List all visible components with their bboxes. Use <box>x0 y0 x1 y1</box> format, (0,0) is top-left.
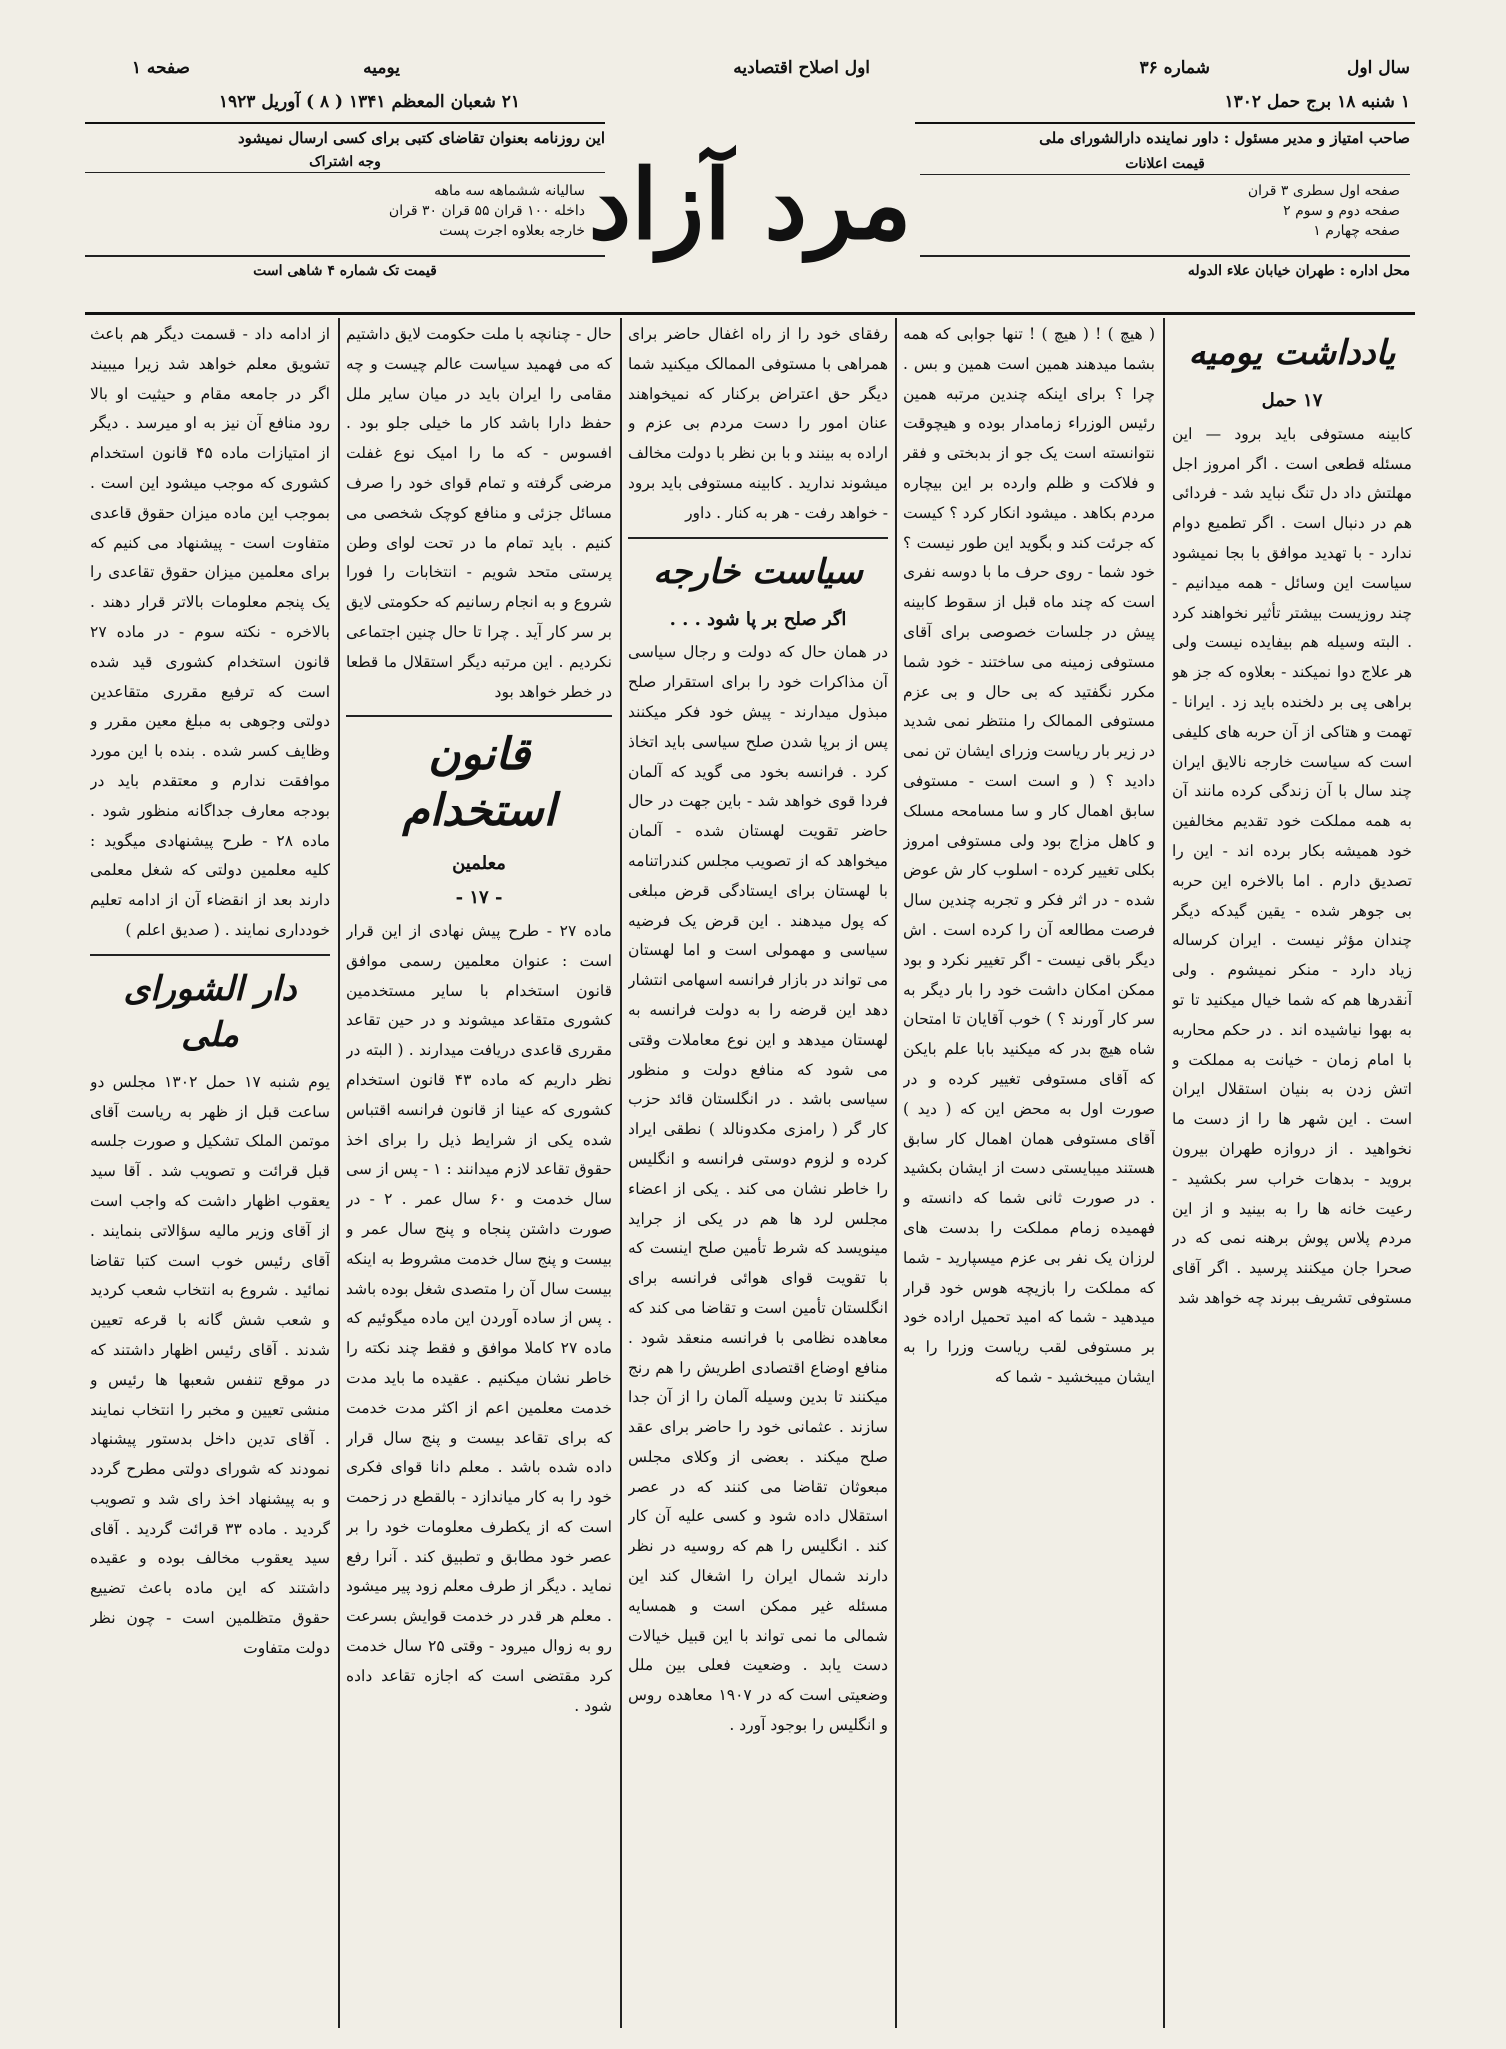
section-divider-2 <box>346 715 612 717</box>
foreign-policy-ending: حال - چنانچه با ملت حکومت لایق داشتیم که می فهمید سیاست عالم چیست و چه مقامی را ایران باید در میان سایر ملل حفظ دارا باشد کار ما خیلی جلو بود . افسوس - که ما را امیک نوع غفلت مرضی گرفته و تمام قوای خود را صرف مسائل جزئی و منافع کوچک شخصی می کنیم . باید تمام ما در تحت لوای وطن پرستی متحد شویم - انتخابات را فورا شروع و به انجام رسانیم که حکومتی لایق بر سر کار آید . چرا تا حال چنین اجتماعی نکردیم . این مرتبه دیگر استقلال ما قطعا در خطر خواهد بود <box>346 325 612 701</box>
issue-number: شماره ۳۶ <box>1139 58 1210 78</box>
frequency-label: یومیه <box>363 58 400 78</box>
foreign-policy-heading: سیاست خارجه <box>653 551 863 592</box>
ads-heading: قیمت اعلانات <box>920 154 1410 175</box>
foreign-policy-body: در همان حال که دولت و رجال سیاسی آن مذاکرات خود را برای استقرار صلح مبذول میدارند - پیش خود فکر میکنند پس از برپا شدن صلح سیاسی باید اتخاذ کرد . فرانسه بخود می گوید که آلمان فردا قوی خواهد شد - باین جهت در حال حاضر تقویت لهستان شده - آلمان میخواهد که از تصویب مجلس کندراتنامه با لهستان برای ایستادگی قرض مبلغی که پول میدهند . این قرض یک فرضیه سیاسی و مهمولی است و اما لهستان می تواند در بازار فرانسه اسهامی انتشار دهد این قرضه را به دولت فرانسه به لهستان میدهد و این نوع معاملات وقتی می شود که منافع دولت و منظور سیاسی باشد . در انگلستان قائد حزب کار گر ( رامزی مکدونالد ) نطقی ایراد کرده و لزوم دوستی فرانسه و انگلیس را خاطر نشان می کند . یکی از اعضاء مجلس لرد ها هم در یکی از جراید مینویسد که شرط تأمین صلح اینست که با تقویت قوای هوائی فرانسه برای انگلستان تأمین است و تقاضا می کند که معاهده نظامی با فرانسه منعقد شود . منافع اوضاع اقتصادی اطریش را هم رنج میکنند تا بدین وسیله آلمان را از آن جدا سازند . عثمانی خود را حاضر برای عقد صلح میکند . بعضی از وکلای مجلس مبعوثان تقاضا می کنند که در عصر استقلال داده شود و کسی علیه آن کار کند . انگلیس را هم که روسیه در نظر دارند شمال ایران را اشغال کند این مسئله غیر ممکن است و همسایه شمالی ما نمی تواند با این قبیل خیالات دست یابد . وضعیت فعلی بین ملل وضعیتی است که در ۱۹۰۷ معاهده روس و انگلیس را بوجود آورد . <box>628 643 888 1735</box>
employment-law-heading: قانون استخدام <box>402 729 556 837</box>
ads-row-3: صفحه چهارم ۱ <box>1313 223 1400 239</box>
column-editorial-continued <box>903 320 1155 2020</box>
column-divider-4 <box>338 318 340 2028</box>
ads-row-1: صفحه اول سطری ۳ قران <box>1247 183 1400 199</box>
column-divider-3 <box>620 318 622 2028</box>
employment-law-number: - ۱۷ - <box>455 887 503 909</box>
employment-law-ending: از ادامه داد - قسمت دیگر هم باعث تشویق معلم خواهد شد زیرا میبیند اگر در جامعه مقام و حیثیت او بالا رود منافع آن نیز به او میرسد . دیگر از امتیازات ماده ۴۵ قانون استخدام کشوری که موجب میشود این است . بموجب این ماده میزان حقوق قاعدی متفاوت است - پیشنهاد می کنیم که برای معلمین میزان حقوق تقاعدی را یک پنجم معلومات بالاتر قرار دهند . بالاخره - نکته سوم - در ماده ۲۷ قانون استخدام کشوری قید شده است که ترفیع مقرری متقاعدین دولتی وجوهی به مبلغ معین مقرر و وظایف کسر شده . بنده با این مورد موافقت ندارم و معتقدم باید در بودجه معارف جداگانه منظور شود . ماده ۲۸ - طرح پیشنهادی میگوید : کلیه معلمین دولتی که شغل معلمی دارند بعد از انقضاء آن از ادامه تعلیم خودداری نمایند . ( صدیق اعلم ) <box>90 325 330 939</box>
ads-row-2: صفحه دوم و سوم ۲ <box>1283 203 1400 219</box>
year-label: سال اول <box>1347 58 1410 78</box>
employment-law-body: ماده ۲۷ - طرح پیش نهادی از این قرار است : عنوان معلمین رسمی موافق قانون استخدام با سایر مستخدمین کشوری متقاعد میشوند و در حین تقاعد مقرری قاعدی دریافت میدارند . ( البته در نظر داریم که ماده ۴۳ قانون استخدام کشوری که عینا از قانون فرانسه اقتباس شده یکی از شرایط ذیل را برای اخذ حقوق تقاعد لازم میدانند : ۱ - پس از سی سال خدمت و ۶۰ سال عمر . ۲ - در صورت داشتن پنجاه و پنج سال عمر و بیست و پنج سال خدمت مشروط به اینکه بیست سال آن را متصدی شغل بوده باشد . پس از ساده آوردن این ماده میگوئیم که ماده ۲۷ کاملا موافق و فقط چند نکته را خاطر نشان میکنیم . عقیده ما باید مدت خدمت معلمین اعم از اکثر مدت خدمت که برای تقاعد بیست و پنج سال قرار داده شده باشد . معلم دانا قوای فکری خود را به کار میاندازد - بالقطع در زحمت است که از یکطرف معلومات خود را بر عصر خود مطابق و تطبیق کند . آنرا رفع نماید . دیگر از طرف معلم زود پیر میشود . معلم هر قدر در خدمت قوایش بسرعت رو به زوال میرود - وقتی ۲۵ سال خدمت کرد مقتضی است که اجازه تقاعد داده شود . <box>346 921 612 1715</box>
section-divider-3 <box>90 954 330 956</box>
column-divider-1 <box>1163 318 1165 2028</box>
newspaper-title: مرد آزاد <box>588 148 912 261</box>
column-daily-note <box>1172 320 1412 2020</box>
masthead-bottom-rule <box>85 312 1415 315</box>
date-persian: ۱ شنبه ۱۸ برج حمل ۱۳۰۲ <box>1224 92 1410 112</box>
page-number: صفحه ۱ <box>131 58 190 78</box>
date-hijri: ۲۱ شعبان المعظم ۱۳۴۱ ( ۸ ) آوریل ۱۹۲۳ <box>218 92 520 112</box>
masthead-motto: اول اصلاح اقتصادیه <box>733 58 870 78</box>
daily-note-body: کابینه مستوفی باید برود — این مسئله قطعی است . اگر امروز اجل مهلتش داد دل تنگ نباید شد - فردائی هم در دنبال است . اگر تطمیع دوام ندارد - با تهدید موافق با بجا نمیشود سیاست این وسائل - همه میدانیم - چند روزیست بیشتر تأثیر نخواهند کرد . البته وسیله هم بیفایده نیست ولی هر علاج دوا نمیکند - بعلاوه که جز هو براهی پی بر دلخنده باید زد . ایرانا - تهمت و هتاکی از آن حربه های کلیفی است که سیاست خارجه نالایق ایران چند سال با آن زندگی کرده مانند آن به همه مملکت خود تقدیم مخالفین خود همیشه بکار برده اند - این را تصدیق دارم . اما بالاخره این حربه بی جوهر شده - یقین گیدکه دیگر چندان مؤثر نیست . ایران کرساله زیاد دارد - منکر نمیشوم . ولی آنقدرها هم که شما خیال میکنید تا تو به بهوا نیاشیده اند . در حکم محاربه با امام زمان - خیانت به مملکت و اتش زدن به بنیان استقلال ایران است . این شهر ها را از دست ما نخواهید . از دروازه طهران بیرون بروید - بدهات خراب سر بکشید - رعیت خانه ها را به بینید و از این مردم پلاس پوش برهنه نمی که در صحرا جان میکنند پرسید . اگر آقای مستوفی تشریف ببرند چه خواهد شد <box>1172 424 1412 1307</box>
subscription-row-1: سالیانه ششماهه سه ماهه <box>434 183 585 199</box>
column-foreign-policy <box>628 320 888 2020</box>
column-employment-law <box>346 320 612 2020</box>
daily-note-heading: یادداشت یومیه <box>1188 333 1396 373</box>
distribution-notice: این روزنامه بعنوان تقاضای کتبی برای کسی ارسال نمیشود <box>237 129 605 147</box>
foreign-policy-subheading: اگر صلح بر پا شود . . . <box>669 608 847 630</box>
owner-line: صاحب امتیاز و مدیر مسئول : داور نماینده دارالشورای ملی <box>1039 129 1410 147</box>
daily-note-date: ۱۷ حمل <box>1261 390 1323 411</box>
employment-law-subheading: معلمین <box>452 853 506 875</box>
subscription-info-box <box>85 128 605 308</box>
publisher-info-box <box>920 128 1410 308</box>
masthead-dates <box>90 92 1410 120</box>
single-copy-price: قیمت تک شماره ۴ شاهی است <box>85 255 605 281</box>
subscription-heading: وجه اشتراک <box>85 152 605 173</box>
masthead-top-line <box>90 58 1410 88</box>
subscription-row-2: داخله ۱۰۰ قران ۵۵ قران ۳۰ قران <box>388 203 585 219</box>
column-parliament <box>90 320 330 2020</box>
section-divider <box>628 537 888 539</box>
header-rule-left <box>85 122 605 124</box>
editorial-ending: رفقای خود را از راه اغفال حاضر برای همراهی با مستوفی الممالک میکنید شما دیگر حق اعتراض برکنار که نمیخواهند عنان امور را دست مردم بی عزم و اراده به بینند و با بن نظر با دولت مخالف میشوند ندارید . کابینه مستوفی باید برود - خواهد رفت - هر به کنار . داور <box>628 325 888 522</box>
parliament-heading: دار الشورای ملی <box>123 968 297 1055</box>
header-rule-right <box>915 122 1415 124</box>
column-divider-2 <box>895 318 897 2028</box>
parliament-body: یوم شنبه ۱۷ حمل ۱۳۰۲ مجلس دو ساعت قبل از ظهر به ریاست آقای موتمن الملک تشکیل و صورت جلسه قبل قرائت و تصویب شد . آقا سید یعقوب اظهار داشت که واجب است از آقای وزیر مالیه سؤالاتی بنمایند . آقای رئیس خوب است کتبا تقاضا نمائید . شروع به انتخاب شعب کردید و شعب شش گانه با قرعه تعیین شدند . آقای رئیس اظهار داشتند که در موقع تنفس شعبها ها رئیس و منشی تعیین و مخبر را انتخاب نمایند . آقای تدین داخل بدستور پیشنهاد نمودند که شورای دولتی مطرح گردد و به پیشنهاد اخذ رای شد و تصویب گردید . ماده ۳۳ قرائت گردید . آقای سید یعقوب مخالف بوده و عقیده داشتند که این ماده باعث تضییع حقوق متظلمین است - چون نظر دولت متفاوت <box>90 1072 330 1657</box>
editorial-continued-body: ( هیچ ) ! ( هیچ ) ! تنها جوابی که همه بشما میدهند همین است همین و بس . چرا ؟ برای اینکه چندین مرتبه همین رئیس الوزراء زمامدار بوده و هیچوقت نتوانسته است یک جو از بدبختی و فقر و فلاکت و ظلم وارده بر این بیچاره مردم بکاهد . میشود انکار کرد ؟ کیست که جرئت کند و بگوید این طور نیست ؟ خود شما - روی حرف ما با دوسه نفری است که چند ماه قبل از سقوط کابینه پیش در جلسات خصوصی برای آقای مستوفی زمینه می ساختند - خود شما مکرر نگفتید که بی حال و بی عزم مستوفی الممالک را منتظر نمی شدید در زیر بار ریاست وزرای ایشان تن نمی دادید ؟ ( و است است - مستوفی سابق اهمال کار و سا مسامحه مسلک و کاهل مزاج بود ولی مستوفی امروز بکلی تغییر کرده - اسلوب کار ش عوض شده - در اثر فکر و تجربه چندین سال فرصت مطالعه آن را کرده است . اش دیگر باقی نیست - اگر تغییر نکرد و بود ممکن امکان داشت خود را بار دیگر به سر کار آورند ؟ ) خوب آقایان تا امتحان شاه هیچ بدر که میکنید بابا علم بایکن که آقای مستوفی تغییر کرده و در صورت اول به محض این که ( دید ) آقای مستوفی همان اهمال کار سابق هستند میبایستی دست از ایشان بکشید . در صورت ثانی شما که دانسته و فهمیده زمام مملکت را بدست های لرزان یک نفر بی عزم میسپارید - شما که مملکت را بازیچه هوس خود قرار میدهید - شما که امید تحمیل اراده خود بر مستوفی لقب ریاست وزرا را به ایشان میبخشید - شما که <box>903 325 1155 1386</box>
office-address: محل اداره : طهران خیابان علاء الدوله <box>920 255 1410 281</box>
subscription-row-3: خارجه بعلاوه اجرت پست <box>439 223 585 239</box>
